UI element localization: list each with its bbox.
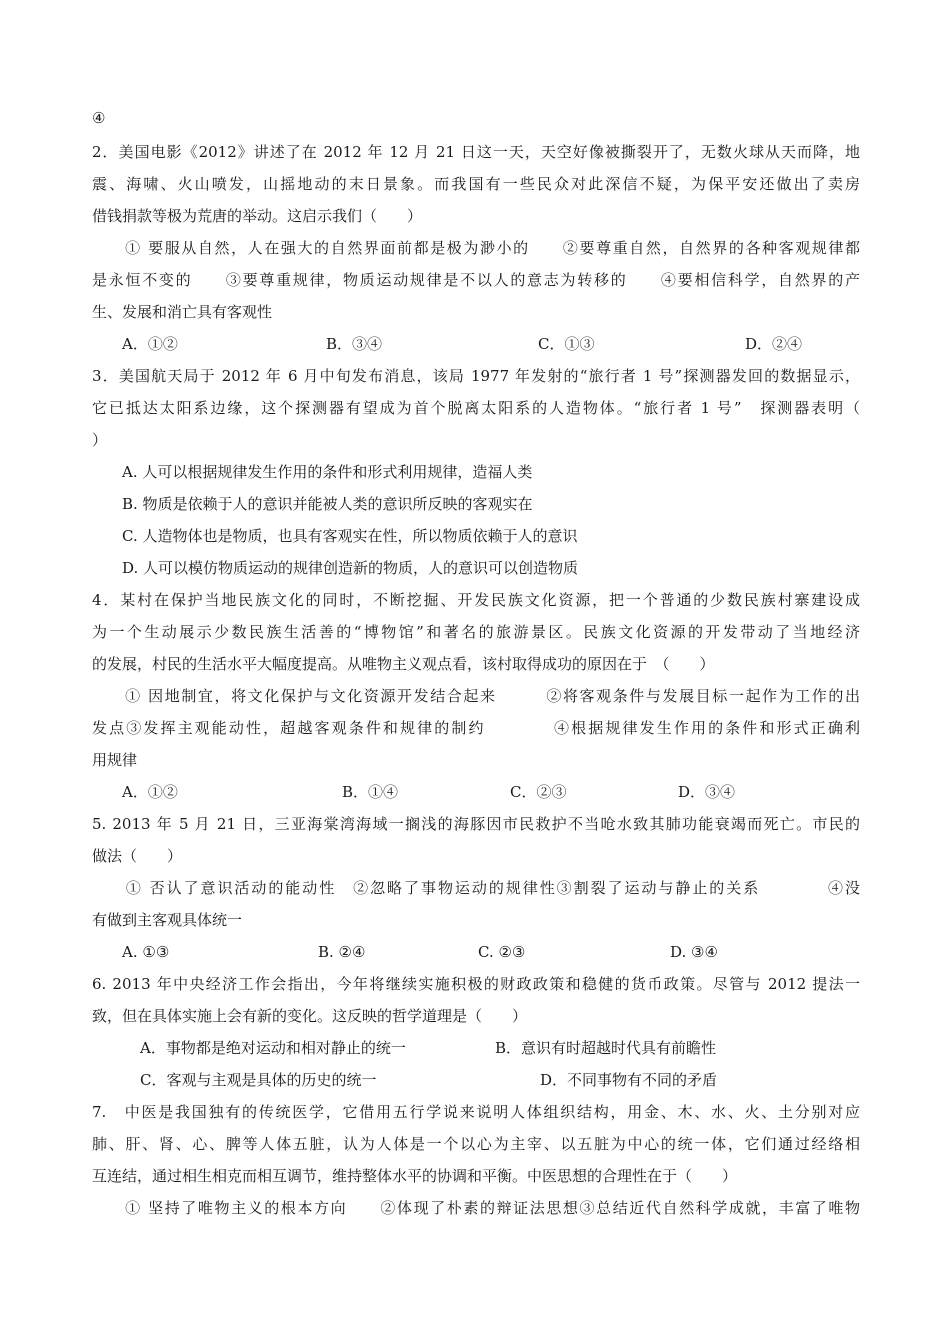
question-6-option-c: C．客观与主观是具体的历史的统一 (140, 1071, 377, 1089)
question-3-option-b: B. 物质是依赖于人的意识并能被人类的意识所反映的客观实在 (92, 495, 533, 513)
question-2-option-a: A．①② (122, 335, 178, 353)
question-6-option-d: D．不同事物有不同的矛盾 (540, 1071, 718, 1089)
question-2-stem: 震、海啸、火山喷发，山摇地动的末日景象。而我国有一些民众对此深信不疑，为保平安还做出了卖房 (92, 175, 860, 193)
question-7-statements: ① 坚持了唯物主义的根本方向 ②体现了朴素的辩证法思想③总结近代自然科学成就，丰富了唯物 (92, 1199, 860, 1217)
question-5-option-d: D. ③④ (670, 943, 718, 961)
question-4-option-d: D．③④ (678, 783, 736, 801)
question-4-stem: 的发展，村民的生活水平大幅度提高。从唯物主义观点看，该村取得成功的原因在于 （ ） (92, 655, 715, 673)
question-4-option-a: A．①② (122, 783, 178, 801)
question-4-option-b: B．①④ (342, 783, 399, 801)
question-2-option-d: D．②④ (745, 335, 803, 353)
question-4-stem: 为一个生动展示少数民族生活善的“博物馆”和著名的旅游景区。民族文化资源的开发带动了当地经济 (92, 623, 860, 641)
question-3-stem: ） (92, 431, 108, 449)
question-2-statements: 生、发展和消亡具有客观性 (92, 303, 273, 321)
question-5-option-a: A. ①③ (122, 943, 170, 961)
question-6-stem: 6. 2013 年中央经济工作会指出，今年将继续实施积极的财政政策和稳健的货币政策。尽管与 2012 提法一 (92, 975, 860, 993)
question-5-statements: 有做到主客观具体统一 (92, 911, 243, 929)
question-5-stem: 5. 2013 年 5 月 21 日，三亚海棠湾海域一搁浅的海豚因市民救护不当呛水致其肺功能衰竭而死亡。市民的 (92, 815, 860, 833)
question-5-stem: 做法（ ） (92, 847, 183, 865)
question-6-option-b: B．意识有时超越时代具有前瞻性 (495, 1039, 717, 1057)
question-3-option-d: D. 人可以模仿物质运动的规律创造新的物质，人的意识可以创造物质 (92, 559, 579, 577)
question-7-stem: 肺、肝、肾、心、脾等人体五脏，认为人体是一个以心为主宰、以五脏为中心的统一体，它们通过经络相 (92, 1135, 860, 1153)
question-2-statements: ① 要服从自然，人在强大的自然界面前都是极为渺小的 ②要尊重自然，自然界的各种客观规律都 (92, 239, 860, 257)
question-3-stem: 它已抵达太阳系边缘，这个探测器有望成为首个脱离太阳系的人造物体。“旅行者 1 号” 探测器表明（ (92, 399, 860, 417)
text-line: ④ (92, 109, 106, 127)
question-3-stem: 3．美国航天局于 2012 年 6 月中旬发布消息，该局 1977 年发射的“旅行者 1 号”探测器发回的数据显示， (92, 367, 860, 385)
question-4-statements: ① 因地制宜，将文化保护与文化资源开发结合起来 ②将客观条件与发展目标一起作为工作的出 (92, 687, 860, 705)
question-4-stem: 4．某村在保护当地民族文化的同时，不断挖掘、开发民族文化资源，把一个普通的少数民族村寨建设成 (92, 591, 860, 609)
question-5-option-b: B. ②④ (318, 943, 366, 961)
question-6-stem: 致，但在具体实施上会有新的变化。这反映的哲学道理是（ ） (92, 1007, 528, 1025)
question-7-stem: 7. 中医是我国独有的传统医学，它借用五行学说来说明人体组织结构，用金、木、水、火、土分别对应 (92, 1103, 860, 1121)
question-6-option-a: A．事物都是绝对运动和相对静止的统一 (140, 1039, 406, 1057)
question-5-statements: ① 否认了意识活动的能动性 ②忽略了事物运动的规律性③割裂了运动与静止的关系 ④没 (92, 879, 860, 897)
question-5-option-c: C. ②③ (478, 943, 526, 961)
question-7-stem: 互连结，通过相生相克而相互调节，维持整体水平的协调和平衡。中医思想的合理性在于（ ） (92, 1167, 738, 1185)
question-4-statements: 用规律 (92, 751, 138, 769)
question-4-statements: 发点③发挥主观能动性，超越客观条件和规律的制约 ④根据规律发生作用的条件和形式正确利 (92, 719, 860, 737)
question-2-option-b: B．③④ (326, 335, 383, 353)
question-3-option-a: A. 人可以根据规律发生作用的条件和形式利用规律，造福人类 (92, 463, 533, 481)
question-2-statements: 是永恒不变的 ③要尊重规律，物质运动规律是不以人的意志为转移的 ④要相信科学，自然界的产 (92, 271, 860, 289)
question-4-option-c: C．②③ (510, 783, 567, 801)
question-2-option-c: C．①③ (538, 335, 595, 353)
question-2-stem: 借钱捐款等极为荒唐的举动。这启示我们（ ） (92, 207, 423, 225)
question-2-stem: 2．美国电影《2012》讲述了在 2012 年 12 月 21 日这一天，天空好像被撕裂开了，无数火球从天而降，地 (92, 143, 860, 161)
question-3-option-c: C. 人造物体也是物质，也具有客观实在性，所以物质依赖于人的意识 (92, 527, 578, 545)
